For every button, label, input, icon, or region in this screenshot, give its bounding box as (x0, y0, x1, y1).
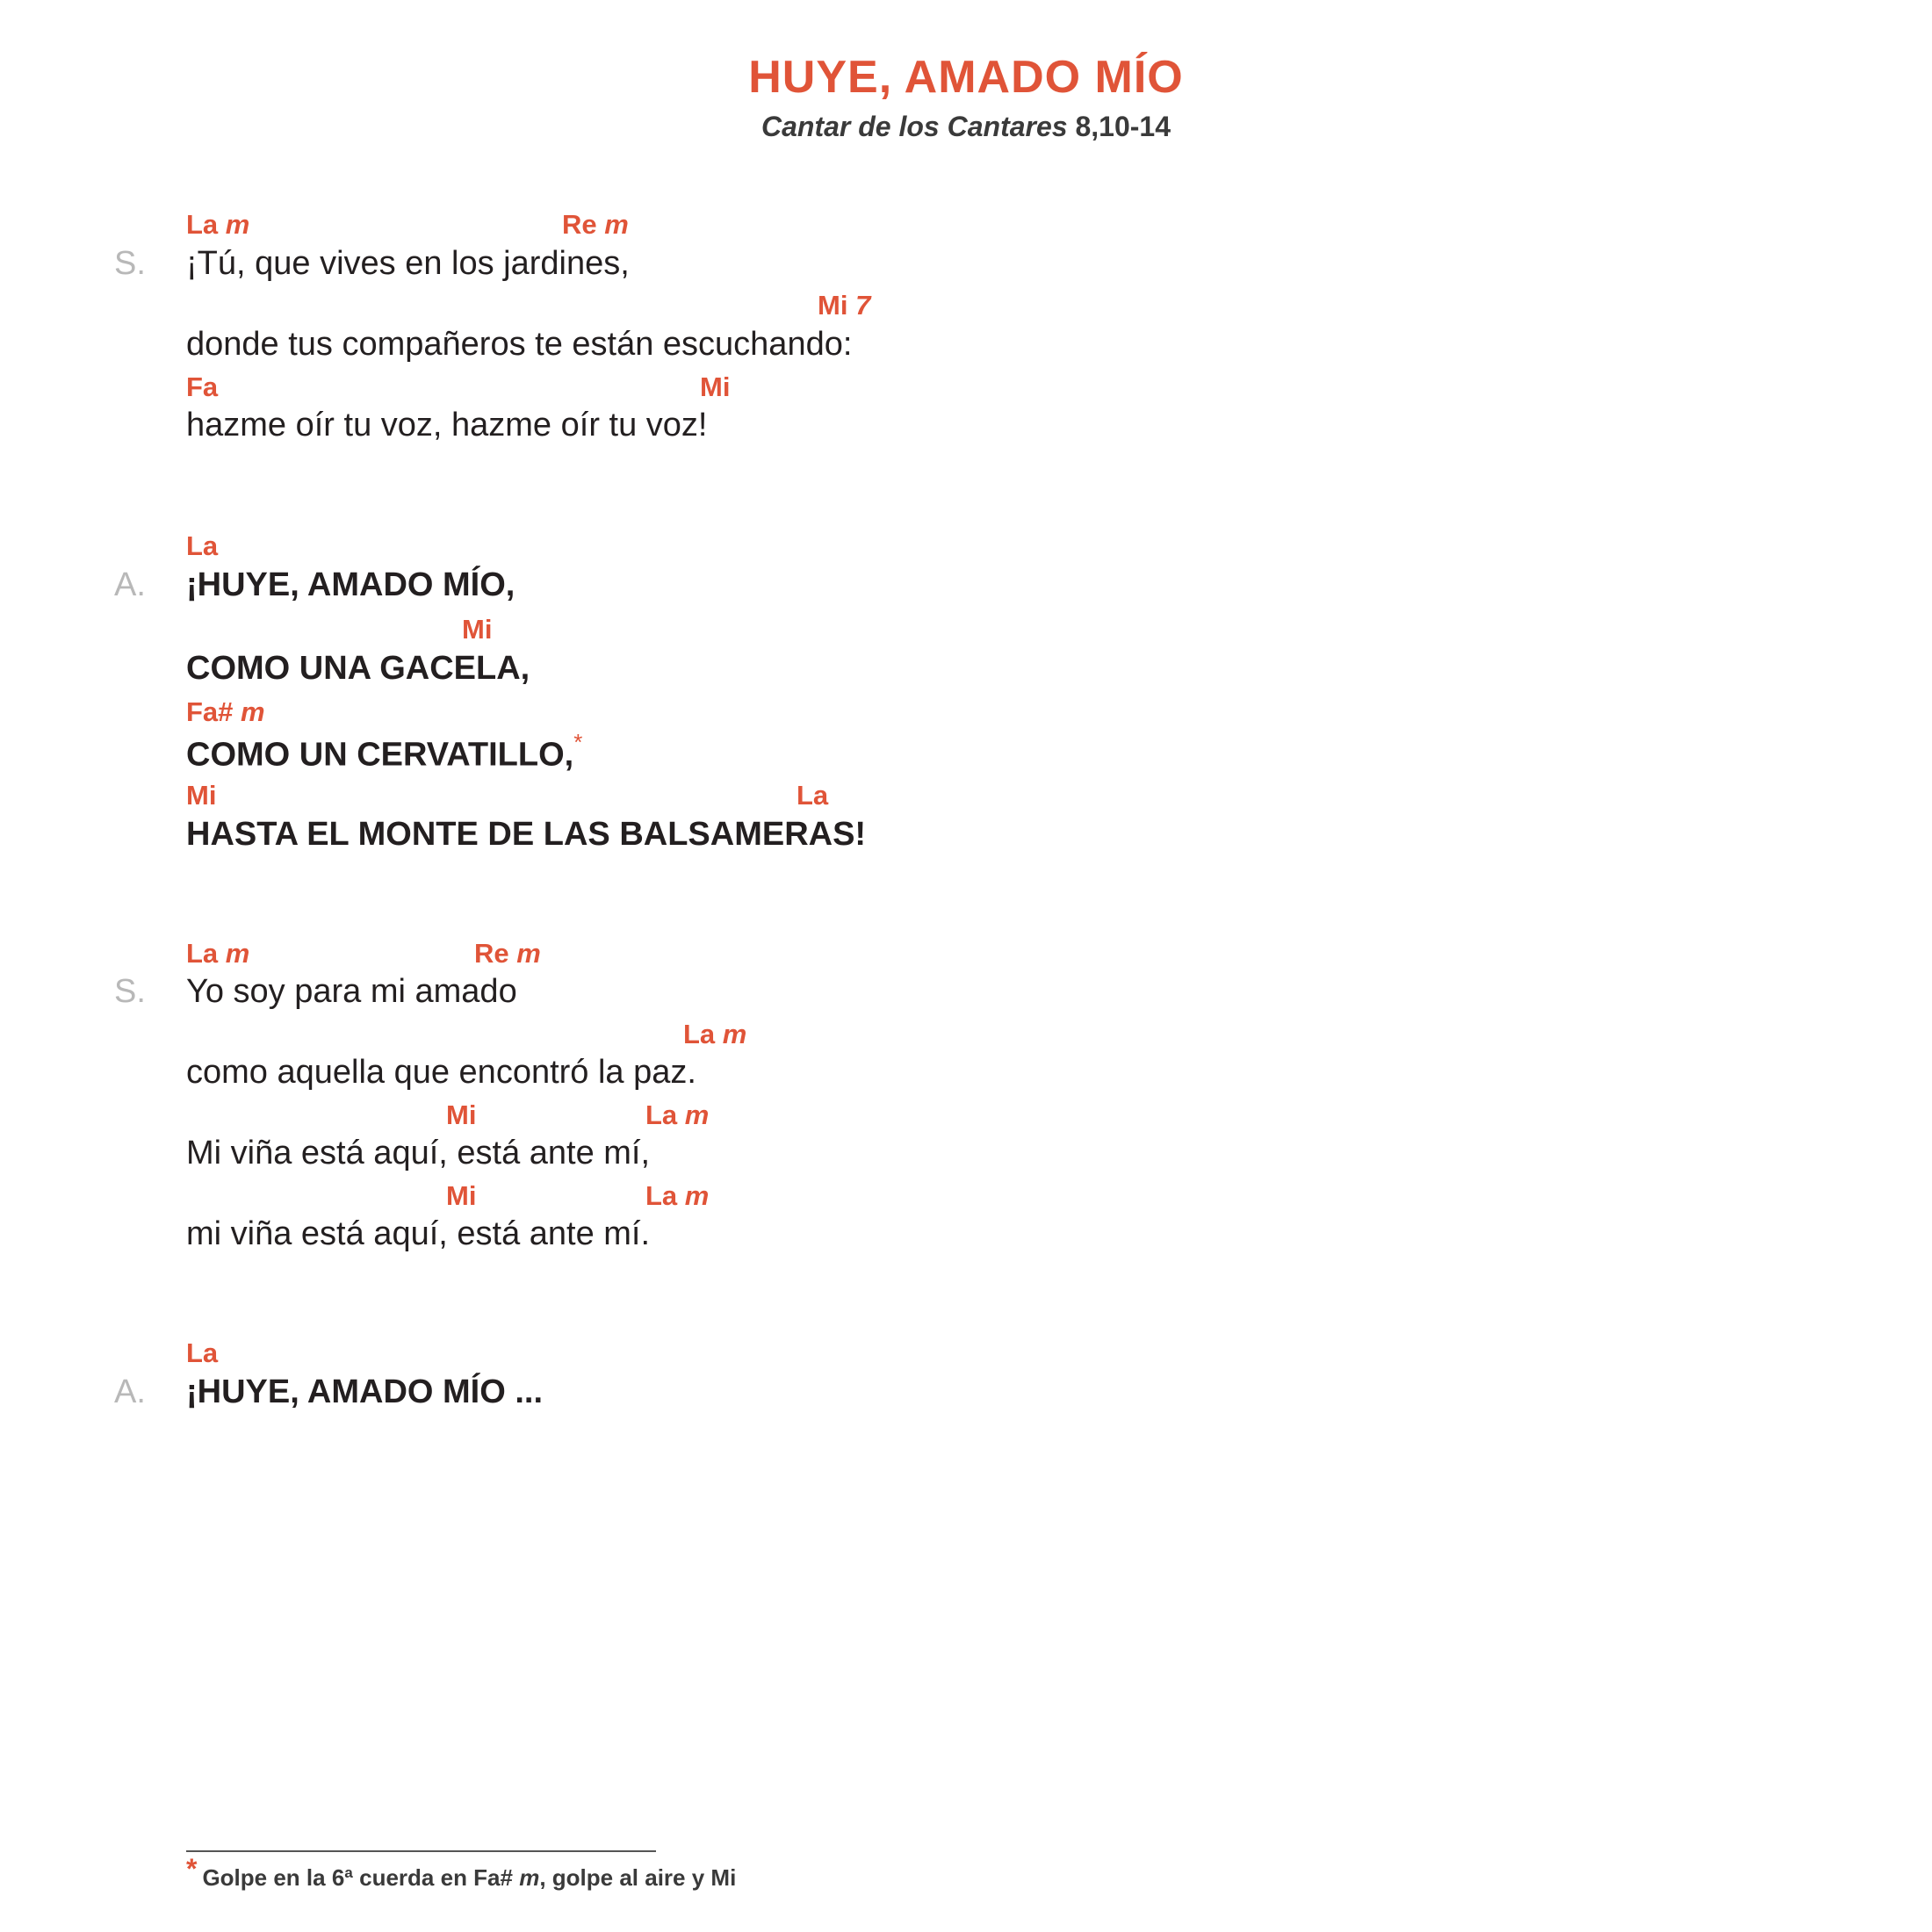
lyric-line: como aquella que encontró la paz. (186, 1054, 696, 1091)
chord: Mi 7 (818, 290, 871, 321)
lyric-line: COMO UNA GACELA, (186, 650, 530, 687)
chord: La m (645, 1099, 710, 1130)
footnote-divider (186, 1850, 656, 1852)
lyric-line: Yo soy para mi amado (186, 973, 517, 1010)
speaker-label: A. (114, 566, 146, 603)
chord: La m (683, 1019, 747, 1049)
footnote-text-after: , golpe al aire y Mi (539, 1864, 737, 1891)
chord: La m (186, 938, 250, 969)
lyric-line: HASTA EL MONTE DE LAS BALSAMERAS! (186, 816, 867, 853)
footnote-marker[interactable]: * (573, 729, 583, 755)
footnote-asterisk: * (186, 1853, 198, 1885)
lyric-line: donde tus compañeros te están escuchando: (186, 326, 853, 363)
reference-verses: 8,10-14 (1067, 111, 1171, 142)
speaker-label: A. (114, 1373, 146, 1410)
lyric-line: ¡Tú, que vives en los jardines, (186, 245, 630, 282)
speaker-label: S. (114, 973, 146, 1010)
chord: Re m (562, 209, 629, 240)
lyric-line: Mi viña está aquí, está ante mí, (186, 1135, 651, 1171)
chord: La (186, 1337, 219, 1368)
chord: Re m (474, 938, 541, 969)
lyric-line: ¡HUYE, AMADO MÍO, (186, 566, 515, 603)
footnote-text-before: Golpe en la 6ª cuerda en Fa# (202, 1864, 520, 1891)
lyric-line: COMO UN CERVATILLO,* (186, 729, 583, 774)
chord: La m (186, 209, 250, 240)
lyric-line: ¡HUYE, AMADO MÍO ... (186, 1373, 544, 1410)
chord: Mi (186, 780, 217, 811)
chord: La m (645, 1180, 710, 1211)
reference-book: Cantar de los Cantares (761, 111, 1068, 142)
chord: Fa (186, 371, 219, 402)
footnote-quality: m (519, 1864, 540, 1891)
chord: Mi (462, 614, 493, 645)
chord: Mi (446, 1180, 477, 1211)
chord: La (186, 530, 219, 561)
scripture-reference (0, 111, 1932, 143)
footnote (186, 1853, 737, 1892)
lyric-line: mi viña está aquí, está ante mí. (186, 1215, 651, 1252)
chord: La (797, 780, 829, 811)
song-title: HUYE, AMADO MÍO (748, 52, 1184, 103)
lyric-line: hazme oír tu voz, hazme oír tu voz! (186, 407, 708, 443)
chord: Mi (700, 371, 731, 402)
chord: Fa# m (186, 696, 265, 727)
chord: Mi (446, 1099, 477, 1130)
speaker-label: S. (114, 245, 146, 282)
